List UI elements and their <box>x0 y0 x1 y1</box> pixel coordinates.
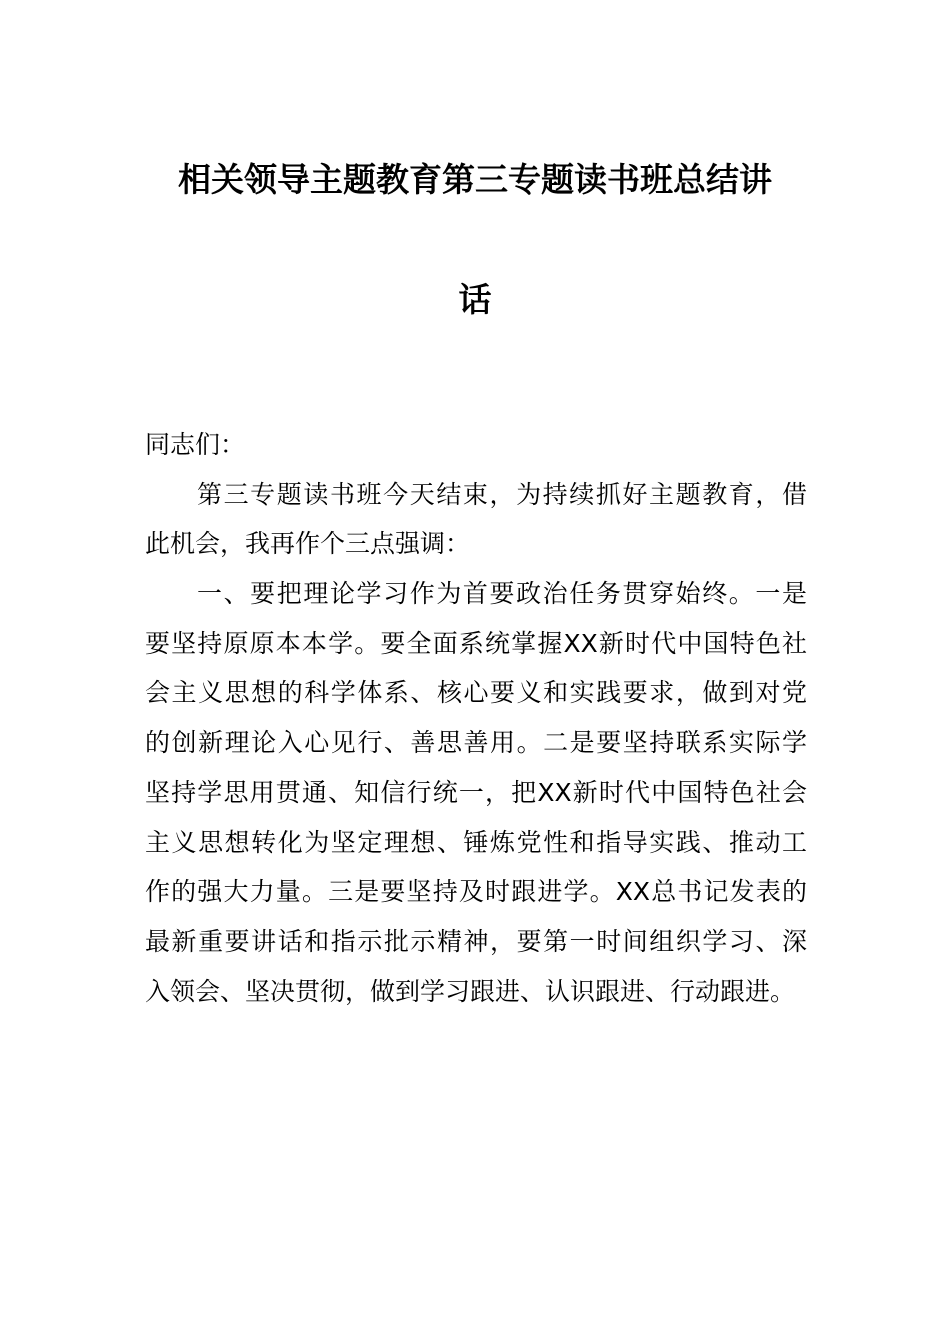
paragraph-line: 入领会、坚决贯彻，做到学习跟进、认识跟进、行动跟进。 <box>145 976 796 1006</box>
document-title-line-1: 相关领导主题教育第三专题读书班总结讲 <box>178 160 772 199</box>
document-title-line-2: 话 <box>458 280 492 319</box>
paragraph-line: 一、要把理论学习作为首要政治任务贯穿始终。一是 <box>197 579 807 609</box>
document-body <box>145 420 807 1016</box>
paragraph-line: 最新重要讲话和指示批示精神，要第一时间组织学习、深 <box>145 926 807 956</box>
greeting: 同志们： <box>145 430 246 459</box>
paragraph-line: 要坚持原原本本学。要全面系统掌握XX新时代中国特色社 <box>145 628 807 658</box>
paragraph-line: 的创新理论入心见行、善思善用。二是要坚持联系实际学 <box>145 728 807 758</box>
paragraph-line: 会主义思想的科学体系、核心要义和实践要求，做到对党 <box>145 678 807 708</box>
paragraph-line: 主义思想转化为坚定理想、锤炼党性和指导实践、推动工 <box>145 827 807 857</box>
paragraph-line: 作的强大力量。三是要坚持及时跟进学。XX总书记发表的 <box>145 877 807 907</box>
paragraph-line: 坚持学思用贯通、知信行统一，把XX新时代中国特色社会 <box>145 777 807 807</box>
paragraph-line: 此机会，我再作个三点强调： <box>145 529 471 559</box>
paragraph-line: 第三专题读书班今天结束，为持续抓好主题教育，借 <box>197 479 807 509</box>
